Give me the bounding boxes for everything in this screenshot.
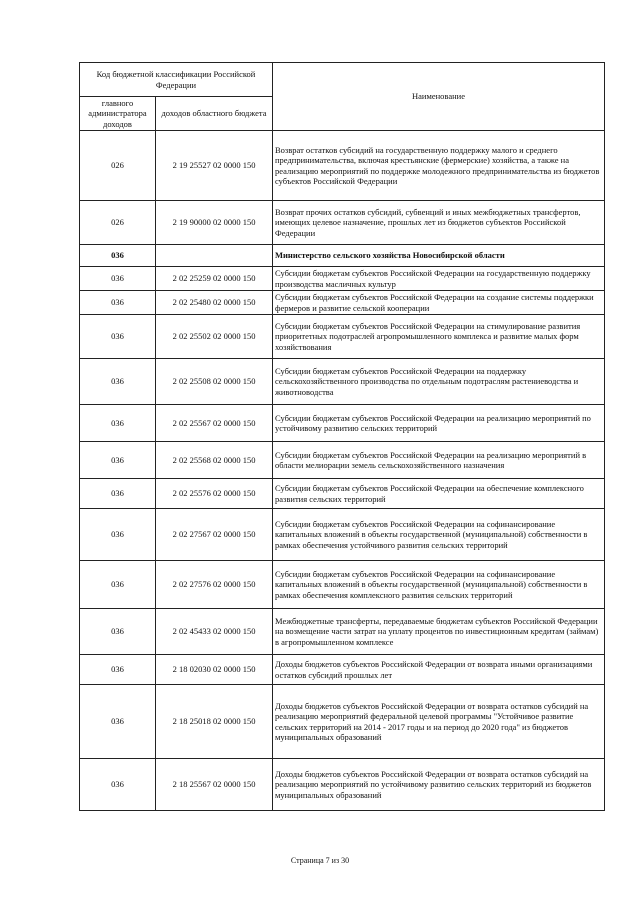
table-row: [80, 315, 605, 359]
name-cell: Доходы бюджетов субъектов Российской Федерации от возврата остатков субсидий на реализацию мероприятий по устойчивому развитию сельских территорий из бюджетов муниципальных образований: [273, 759, 605, 811]
table-row: [80, 655, 605, 685]
income-code-cell: 2 18 25567 02 0000 150: [156, 759, 273, 811]
income-code-cell: 2 02 25508 02 0000 150: [156, 359, 273, 405]
income-code-cell: 2 19 90000 02 0000 150: [156, 201, 273, 245]
header-group: Код бюджетной классификации Российской Федерации: [80, 63, 273, 97]
table-row: [80, 759, 605, 811]
admin-code-cell: 026: [80, 201, 156, 245]
admin-code-cell: 036: [80, 655, 156, 685]
name-cell: Субсидии бюджетам субъектов Российской Федерации на софинансирование капитальных вложений в объекты государственной (муниципальной) собственности в рамках обеспечения устойчивого развития сельских территорий: [273, 509, 605, 561]
table-row: [80, 201, 605, 245]
income-code-cell: 2 02 25480 02 0000 150: [156, 291, 273, 315]
admin-code-cell: 036: [80, 442, 156, 479]
admin-code-cell: 036: [80, 405, 156, 442]
header-income: доходов областного бюджета: [156, 97, 273, 131]
table-row: [80, 245, 605, 267]
admin-code-cell: 036: [80, 479, 156, 509]
income-code-cell: 2 02 25568 02 0000 150: [156, 442, 273, 479]
table-row: [80, 609, 605, 655]
admin-code-cell: 036: [80, 315, 156, 359]
table-row: [80, 405, 605, 442]
table-row: [80, 267, 605, 291]
name-cell: Субсидии бюджетам субъектов Российской Федерации на создание системы поддержки фермеров и развитие сельской кооперации: [273, 291, 605, 315]
table-row: [80, 442, 605, 479]
name-cell: Министерство сельского хозяйства Новосибирской области: [273, 245, 605, 267]
table-row: [80, 685, 605, 759]
income-code-cell: 2 18 25018 02 0000 150: [156, 685, 273, 759]
table-row: [80, 509, 605, 561]
name-cell: Субсидии бюджетам субъектов Российской Федерации на стимулирование развития приоритетных подотраслей агропромышленного комплекса и развитие малых форм хозяйствования: [273, 315, 605, 359]
name-cell: Возврат остатков субсидий на государственную поддержку малого и среднего предпринимательства, включая крестьянские (фермерские) хозяйства, а также на реализацию мероприятий по поддержке молодежного предпринимательства из бюджетов субъектов Российской Федерации: [273, 131, 605, 201]
admin-code-cell: 036: [80, 359, 156, 405]
page-footer: Страница 7 из 30: [290, 856, 350, 865]
income-code-cell: 2 18 02030 02 0000 150: [156, 655, 273, 685]
income-code-cell: 2 02 27576 02 0000 150: [156, 561, 273, 609]
table-row: [80, 561, 605, 609]
table-row: [80, 359, 605, 405]
income-code-cell: 2 02 25567 02 0000 150: [156, 405, 273, 442]
budget-classification-table: [79, 62, 605, 811]
name-cell: Возврат прочих остатков субсидий, субвенций и иных межбюджетных трансфертов, имеющих целевое назначение, прошлых лет из бюджетов субъектов Российской Федерации: [273, 201, 605, 245]
income-code-cell: 2 02 45433 02 0000 150: [156, 609, 273, 655]
income-code-cell: 2 19 25527 02 0000 150: [156, 131, 273, 201]
admin-code-cell: 036: [80, 685, 156, 759]
admin-code-cell: 036: [80, 759, 156, 811]
name-cell: Субсидии бюджетам субъектов Российской Федерации на реализацию мероприятий в области мелиорации земель сельскохозяйственного назначения: [273, 442, 605, 479]
name-cell: Доходы бюджетов субъектов Российской Федерации от возврата иными организациями остатков субсидий прошлых лет: [273, 655, 605, 685]
admin-code-cell: 036: [80, 609, 156, 655]
table-row: [80, 291, 605, 315]
table-header-row: [80, 63, 605, 97]
admin-code-cell: 036: [80, 291, 156, 315]
admin-code-cell: 036: [80, 267, 156, 291]
header-admin: главного администратора доходов: [80, 97, 156, 131]
admin-code-cell: 026: [80, 131, 156, 201]
admin-code-cell: 036: [80, 561, 156, 609]
income-code-cell: [156, 245, 273, 267]
table-row: [80, 479, 605, 509]
admin-code-cell: 036: [80, 245, 156, 267]
income-code-cell: 2 02 27567 02 0000 150: [156, 509, 273, 561]
name-cell: Субсидии бюджетам субъектов Российской Федерации на софинансирование капитальных вложений в объекты государственной (муниципальной) собственности в рамках обеспечения комплексного развития сельских территорий: [273, 561, 605, 609]
name-cell: Субсидии бюджетам субъектов Российской Федерации на поддержку сельскохозяйственного производства по отдельным подотраслям растениеводства и животноводства: [273, 359, 605, 405]
table-row: [80, 131, 605, 201]
name-cell: Субсидии бюджетам субъектов Российской Федерации на государственную поддержку производства масличных культур: [273, 267, 605, 291]
income-code-cell: 2 02 25502 02 0000 150: [156, 315, 273, 359]
name-cell: Доходы бюджетов субъектов Российской Федерации от возврата остатков субсидий на реализацию мероприятий федеральной целевой программы "Устойчивое развитие сельских территорий на 2014 - 2017 годы и на период до 2020 года" из бюджетов муниципальных образований: [273, 685, 605, 759]
header-name: Наименование: [273, 63, 605, 131]
name-cell: Субсидии бюджетам субъектов Российской Федерации на реализацию мероприятий по устойчивому развитию сельских территорий: [273, 405, 605, 442]
name-cell: Межбюджетные трансферты, передаваемые бюджетам субъектов Российской Федерации на возмещение части затрат на уплату процентов по инвестиционным кредитам (займам) в агропромышленном комплексе: [273, 609, 605, 655]
income-code-cell: 2 02 25576 02 0000 150: [156, 479, 273, 509]
name-cell: Субсидии бюджетам субъектов Российской Федерации на обеспечение комплексного развития сельских территорий: [273, 479, 605, 509]
income-code-cell: 2 02 25259 02 0000 150: [156, 267, 273, 291]
admin-code-cell: 036: [80, 509, 156, 561]
